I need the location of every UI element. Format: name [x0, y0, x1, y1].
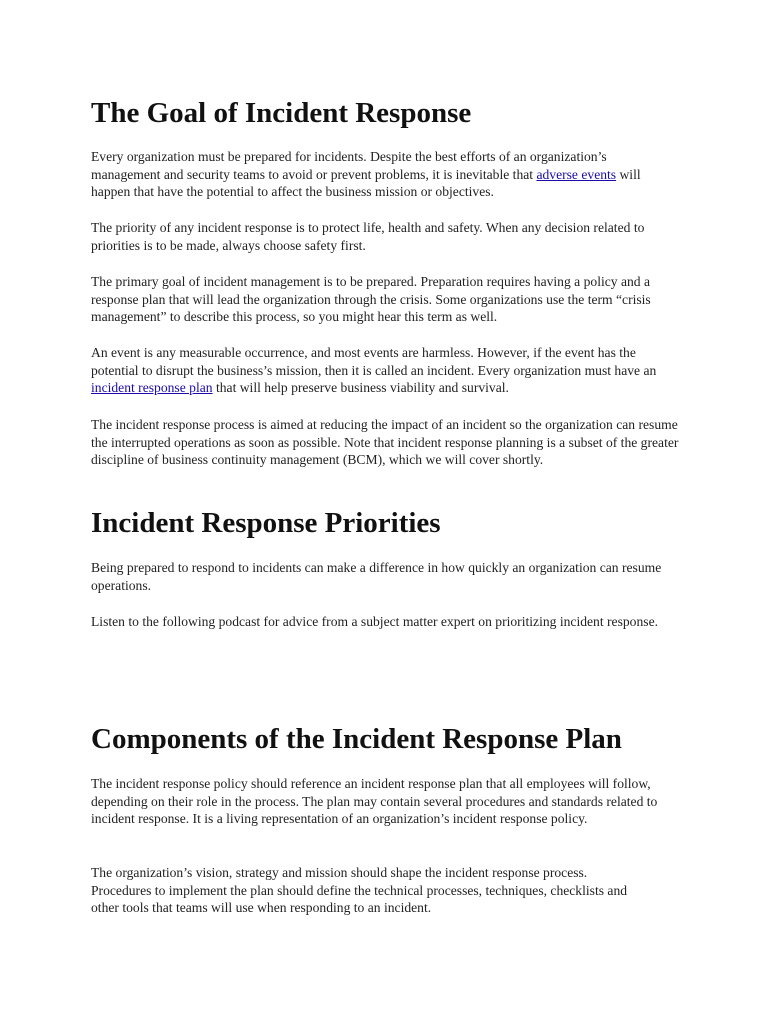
paragraph: The organization’s vision, strategy and mission should shape the incident response process. Procedures to implement the plan should define the technical processes, techniques, checklists and other tools that teams will use when responding to an incident. [91, 865, 628, 916]
incident-response-plan-link[interactable]: incident response plan [91, 380, 213, 396]
paragraph: The priority of any incident response is to protect life, health and safety. When any decision related to priorities is to be made, always choose safety first. [91, 220, 645, 253]
paragraph-text: An event is any measurable occurrence, and most events are harmless. However, if the event has the potential to disrupt the business’s mission, then it is called an incident. Every organization must have an [91, 345, 657, 378]
section-heading-goal: The Goal of Incident Response [91, 97, 472, 129]
section-heading-priorities: Incident Response Priorities [91, 507, 441, 539]
adverse-events-link[interactable]: adverse events [536, 166, 617, 182]
paragraph-text: Every organization must be prepared for incidents. Despite the best efforts of an organization’s management and security teams to avoid or prevent problems, it is inevitable that [91, 149, 607, 182]
paragraph: The incident response process is aimed at reducing the impact of an incident so the organization can resume the interrupted operations as soon as possible. Note that incident response planning is a subset of the greater discipline of business continuity management (BCM), which we will cover shortly. [91, 417, 679, 468]
paragraph-text: will happen that have the potential to affect the business mission or objectives. [91, 166, 641, 200]
paragraph: The primary goal of incident management is to be prepared. Preparation requires having a policy and a response plan that will lead the organization through the crisis. Some organizations use the term “crisis management” to describe this process, so you might hear this term as well. [91, 274, 651, 325]
paragraph: The incident response policy should reference an incident response plan that all employees will follow, depending on their role in the process. The plan may contain several procedures and standards related to incident response. It is a living representation of an organization’s incident response policy. [91, 776, 658, 827]
paragraph: Being prepared to respond to incidents can make a difference in how quickly an organization can resume operations. [91, 560, 662, 593]
paragraph-text: that will help preserve business viability and survival. [212, 380, 509, 396]
paragraph: Listen to the following podcast for advice from a subject matter expert on prioritizing incident response. [91, 614, 658, 629]
paragraph [91, 148, 671, 201]
section-heading-components: Components of the Incident Response Plan [91, 723, 622, 755]
paragraph [91, 344, 661, 397]
